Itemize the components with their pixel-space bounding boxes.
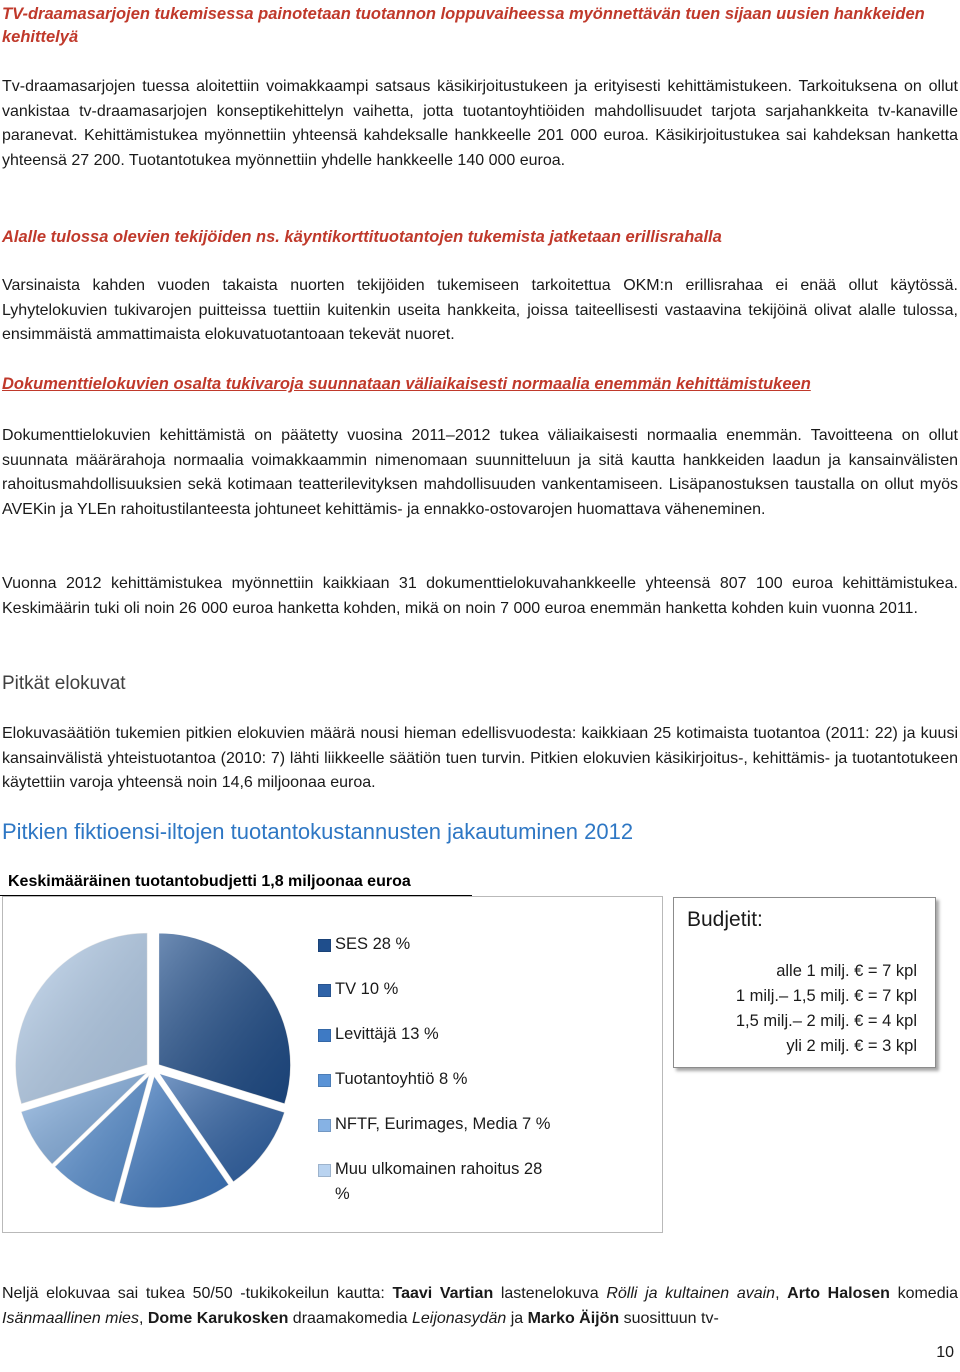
section-heading-documentaries: Dokumenttielokuvien osalta tukivaroja suunnataan väliaikaisesti normaalia enemmän kehittämistukeen [2,375,811,393]
legend-label: NFTF, Eurimages, Media 7 % [335,1115,551,1133]
budget-title: Budjetit: [687,908,763,931]
person-name: Dome Karukosken [147,1309,289,1327]
legend-label: Tuotantoyhtiö 8 % [335,1070,468,1088]
legend-item [318,977,615,1002]
legend-swatch [318,1029,331,1042]
person-name: Arto Halosen [787,1285,890,1302]
section-heading-cost-distribution: Pitkien fiktioensi-iltojen tuotantokustannusten jakautuminen 2012 [2,819,634,844]
paragraph-feature-films: Elokuvasäätiön tukemien pitkien elokuvien määrä nousi hieman edellisvuodesta: kaikkiaan 25 kotimaista tuotantoa (2011: 22) ja kuusi kansainvälistä yhteistuotantoa (2010: 7) lähti liikkeelle säätiön tuen turvin. Pitkien elokuvien käsikirjoitus-, kehittämis- ja tuotantotukeen käytettiin varoja yhteensä noin 14,6 miljoonaa euroa. [2,725,958,792]
chart-title: Keskimääräinen tuotantobudjetti 1,8 miljoonaa euroa [8,873,411,890]
paragraph-tv-drama: Tv-draamasarjojen tuessa aloitettiin voimakkaampi satsaus käsikirjoitustukeen ja erityisesti kehittämistukeen. Tarkoituksena on ollut vankistaa tv-draamasarjojen konseptikehittelyn vaihetta, jotta tuotantoyhtiöiden mahdollisuudet tarjota sarjahankkeita tv-kanaville paranevat. Kehittämistukea myönnettiin yhteensä kahdeksalle hankkeelle 201 000 euroa. Käsikirjoitustukea sai kahdeksan hanketta yhteensä 27 200. Tuotantotukea myönnettiin yhdelle hankkeelle 140 000 euroa. [2,78,958,169]
legend-swatch [318,939,331,952]
paragraph-5050-support: Neljä elokuvaa sai tukea 50/50 -tukikokeilun kautta: Taavi Vartian lastenelokuva Rölli ja kultainen avain, Arto Halosen komedia Isänmaallinen mies, Dome Karukosken draamakomedia Leijonasydän ja Marko Äijön suosittuun tv- [2,1285,959,1327]
legend-item [318,1112,615,1137]
legend-item [318,1022,615,1047]
pie-chart [8,924,298,1214]
legend-item [318,1067,615,1092]
section-heading-newcomers: Alalle tulossa olevien tekijöiden ns. käyntikorttituotantojen tukemista jatketaan erillisrahalla [2,228,722,246]
legend-swatch [318,1164,331,1177]
film-title: Leijonasydän [411,1309,507,1327]
budget-row: 1,5 milj.– 2 milj. € = 4 kpl [735,1012,917,1030]
paragraph-documentaries-2: Vuonna 2012 kehittämistukea myönnettiin kaikkiaan 31 dokumenttielokuvahankkeelle yhteensä 807 100 euroa kehittämistukea. Keskimäärin tuki oli noin 26 000 euroa hanketta kohden, mikä on noin 7 000 euroa enemmän hanketta kohden kuin vuonna 2011. [2,575,958,617]
page-number: 10 [936,1344,954,1361]
film-title: Isänmaallinen mies [2,1309,139,1327]
budget-row: 1 milj.– 1,5 milj. € = 7 kpl [735,987,917,1005]
legend-swatch [318,1119,331,1132]
legend-label: TV 10 % [335,980,399,998]
legend-label: Muu ulkomainen rahoitus 28 % [335,1160,543,1203]
person-name: Marko Äijön [527,1309,620,1327]
paragraph-documentaries-1: Dokumenttielokuvien kehittämistä on päätetty vuosina 2011–2012 tukea väliaikaisesti normaalia enemmän. Tavoitteena on ollut suunnata määrärahoja normaalia voimakkaammin nimenomaan suunnitteluun ja sitä kautta hankkeiden laadun ja kansainvälisten rahoitusmahdollisuuksien sekä kotimaan teatterilevityksen mahdollisuuden vankentamiseen. Lisäpanostuksen taustalla on ollut myös AVEKin ja YLEn rahoitustilanteesta johtuneet kehittämis- ja ennakko-ostovarojen huomattava väheneminen. [2,427,958,518]
section-heading-tv-drama: TV-draamasarjojen tukemisessa painotetaan tuotannon loppuvaiheessa myönnettävän tuen sijaan uusien hankkeiden kehittelyä [2,5,925,46]
legend-item [318,932,615,957]
legend-swatch [318,984,331,997]
paragraph-newcomers: Varsinaista kahden vuoden takaista nuorten tekijöiden tukemiseen tarkoitettua OKM:n erillisrahaa ei enää ollut käytössä. Lyhytelokuvien tukivarojen puitteissa tuettiin kuitenkin useita hankkeita, joissa taiteellisesti vastaavina tekijöinä olivat alalle tulossa, ensimmäistä ammattimaista elokuvatuotantoaan tekevät nuoret. [2,277,958,344]
pie-slice-shading [159,933,291,1104]
legend-item [318,1157,560,1207]
person-name: Taavi Vartian [392,1285,494,1302]
budget-box [673,897,936,1068]
legend-label: Levittäjä 13 % [335,1025,439,1043]
legend-label: SES 28 % [335,935,411,953]
section-heading-feature-films: Pitkät elokuvat [2,673,126,694]
film-title: Rölli ja kultainen avain [606,1285,776,1302]
legend-swatch [318,1074,331,1087]
budget-row: yli 2 milj. € = 3 kpl [786,1037,917,1055]
budget-row: alle 1 milj. € = 7 kpl [776,962,917,980]
